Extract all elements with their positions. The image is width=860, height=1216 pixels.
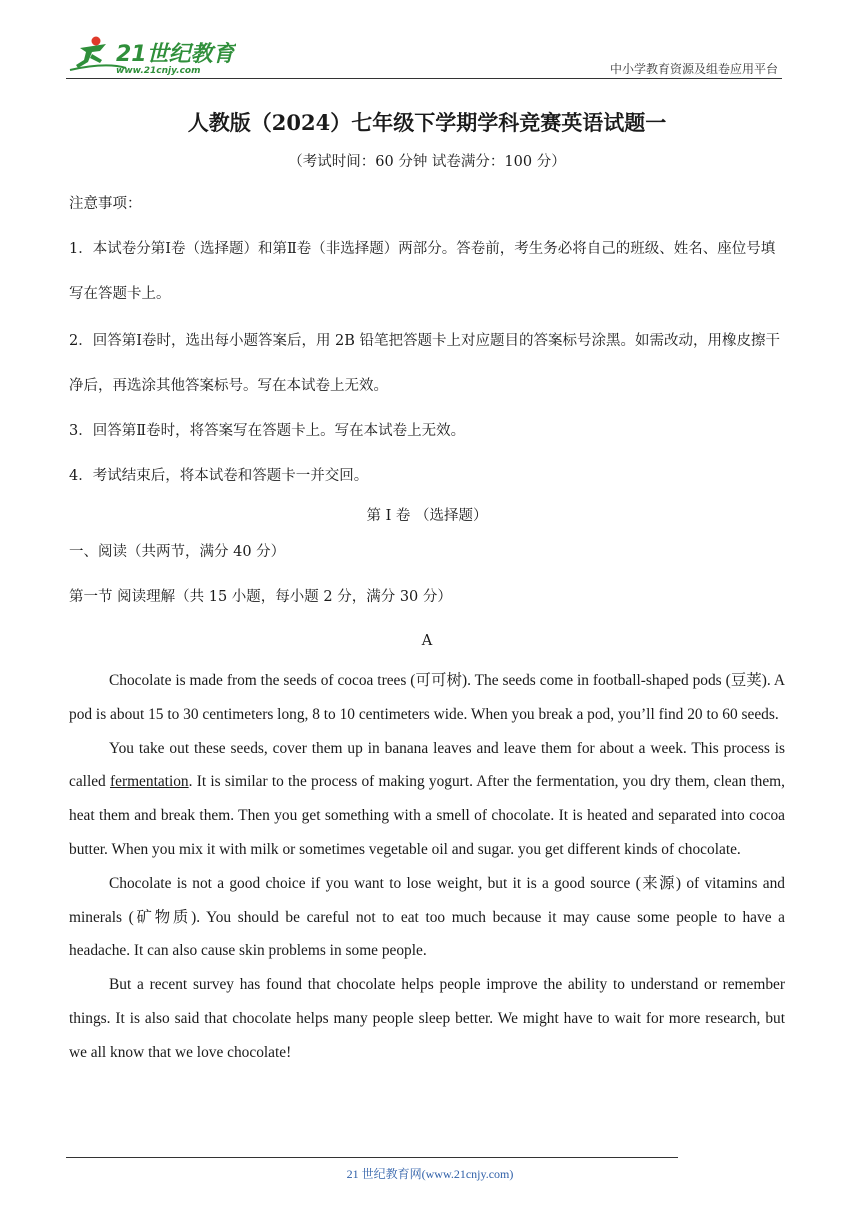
note-item-1: 1．本试卷分第Ⅰ卷（选择题）和第Ⅱ卷（非选择题）两部分。答卷前，考生务必将自己的班级、姓名、座位号填写在答题卡上。 — [69, 241, 776, 302]
header-divider — [66, 78, 782, 79]
header-platform-text: 中小学教育资源及组卷应用平台 — [609, 62, 778, 76]
part-one-heading: 一、阅读（共两节，满分 40 分） — [69, 544, 286, 560]
footer-divider — [66, 1157, 678, 1158]
paragraph-2-end: . It is similar to the process of making yogurt. After the fermentation, you dry them, clean them, heat them and break them. Then you get something with a smell of chocolate. It is heated and separated into cocoa butter. When you mix it with milk or sometimes vegetable oil and sugar. you get different kinds of chocolate. — [69, 773, 786, 858]
exam-subtitle: （考试时间：60 分钟 试卷满分：100 分） — [288, 154, 566, 170]
passage-paragraph-2 — [69, 732, 785, 867]
notes-title: 注意事项： — [69, 196, 142, 212]
paragraph-2-start: You take out these seeds, cover them up in banana leaves and leave them for about a week. This process is called — [69, 739, 785, 791]
passage-paragraph-1: Chocolate is made from the seeds of cocoa trees (可可树). The seeds come in football-shaped pods (豆荚). A pod is about 15 to 30 centimeters long, 8 to 10 centimeters wide. When you break a pod, you’ll find 20 to 60 seeds. — [69, 672, 785, 723]
logo-21cnjy — [66, 34, 236, 76]
note-item-3: 3．回答第Ⅱ卷时，将答案写在答题卡上。写在本试卷上无效。 — [69, 423, 466, 439]
logo-text: 21世纪教育 — [116, 42, 235, 67]
page-header — [66, 34, 782, 80]
passage-paragraph-4: But a recent survey has found that chocolate helps people improve the ability to understand or remember things. It is also said that chocolate helps many people sleep better. We might have to wait for more research, but we all know that we love chocolate! — [69, 976, 785, 1061]
footer-source[interactable]: 21 世纪教育网(www.21cnjy.com) — [346, 1167, 514, 1181]
section-one-heading: 第一节 阅读理解（共 15 小题，每小题 2 分，满分 30 分） — [69, 589, 452, 605]
exam-content — [69, 100, 785, 1070]
exam-title: 人教版（2024）七年级下学期学科竞赛英语试题一 — [187, 110, 667, 135]
volume-title: 第 I 卷 （选择题） — [366, 508, 488, 524]
note-item-4: 4．考试结束后，将本试卷和答题卡一并交回。 — [69, 468, 369, 484]
passage-letter: A — [421, 633, 433, 649]
passage-paragraph-3: Chocolate is not a good choice if you want to lose weight, but it is a good source (来源) of vitamins and minerals (矿物质). You should be careful not to eat too much because it may cause some people to have a headache. It can also cause skin problems in some people. — [69, 874, 785, 960]
note-item-2: 2．回答第Ⅰ卷时，选出每小题答案后，用 2B 铅笔把答题卡上对应题目的答案标号涂黑。如需改动，用橡皮擦干净后，再选涂其他答案标号。写在本试卷上无效。 — [69, 333, 781, 394]
underlined-word-fermentation: fermentation — [109, 773, 189, 791]
logo-url: www.21cnjy.com — [116, 66, 201, 76]
